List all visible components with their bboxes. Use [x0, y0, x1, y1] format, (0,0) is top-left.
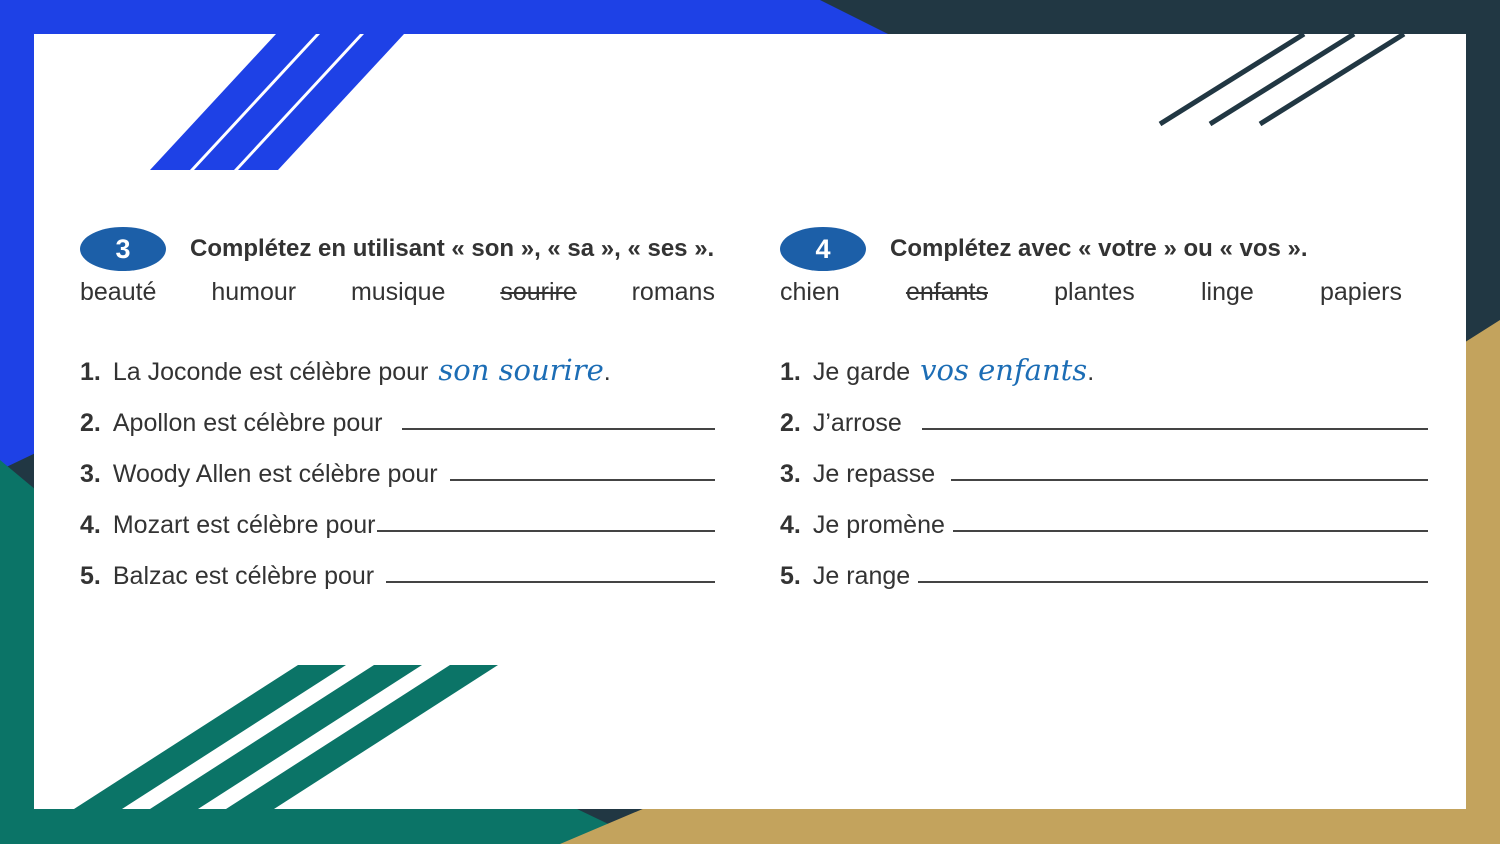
word-bank-item: chien: [780, 278, 840, 306]
item-text: Apollon est célèbre pour: [112, 409, 383, 437]
answer-blank[interactable]: [951, 477, 1428, 481]
item-text: Balzac est célèbre pour: [112, 562, 375, 590]
item-text: La Joconde est célèbre pour: [112, 358, 429, 386]
word-bank-item: musique: [350, 278, 446, 306]
exercise-item: [780, 438, 1428, 489]
item-number: 5.: [780, 562, 801, 590]
item-number: 4.: [80, 511, 101, 539]
answer-blank[interactable]: [386, 579, 715, 583]
item-text: Je garde: [812, 358, 911, 386]
item-number: 4.: [780, 511, 801, 539]
word-bank: [780, 278, 1402, 307]
answer-blank[interactable]: [402, 426, 715, 430]
exercise-item: [780, 489, 1428, 540]
item-number: 1.: [80, 358, 101, 386]
exercise-instruction: Complétez en utilisant « son », « sa », « ses ».: [190, 235, 715, 262]
exercise-number-badge: 4: [780, 227, 866, 271]
item-text: Je promène: [812, 511, 945, 539]
word-bank: [80, 278, 715, 307]
exercise-items: [780, 345, 1428, 591]
item-number: 1.: [780, 358, 801, 386]
item-text: Woody Allen est célèbre pour: [112, 460, 438, 488]
exercise-instruction: Complétez avec « votre » ou « vos ».: [890, 235, 1308, 262]
exercise-item: [80, 387, 715, 438]
word-bank-item: linge: [1200, 278, 1254, 306]
exercise-4: [780, 224, 1428, 591]
word-bank-item: romans: [631, 278, 715, 306]
word-bank-item: papiers: [1319, 278, 1402, 306]
word-bank-item-used: sourire: [500, 278, 577, 306]
item-end: .: [1087, 358, 1095, 386]
item-text: Mozart est célèbre pour: [112, 511, 376, 539]
item-number: 3.: [80, 460, 101, 488]
exercise-item: [780, 387, 1428, 438]
word-bank-item: plantes: [1054, 278, 1135, 306]
item-text: J’arrose: [812, 409, 902, 437]
exercise-number-badge: 3: [80, 227, 166, 271]
exercise-item: [80, 345, 715, 387]
exercise-item: [80, 540, 715, 591]
exercise-3-header: [80, 224, 715, 274]
answer-blank[interactable]: [918, 579, 1428, 583]
exercise-item: [80, 438, 715, 489]
answer-blank[interactable]: [922, 426, 1428, 430]
word-bank-item-used: enfants: [905, 278, 988, 306]
answer-blank[interactable]: [377, 528, 715, 532]
item-text: Je repasse: [812, 460, 936, 488]
item-number: 5.: [80, 562, 101, 590]
exercise-item: [780, 345, 1428, 387]
answer-blank[interactable]: [953, 528, 1428, 532]
exercise-3: [80, 224, 715, 591]
item-answer: vos enfants: [920, 353, 1088, 387]
exercise-4-header: [780, 224, 1428, 274]
item-text: Je range: [812, 562, 911, 590]
item-number: 2.: [780, 409, 801, 437]
item-answer: son sourire: [438, 353, 604, 387]
exercise-item: [80, 489, 715, 540]
item-number: 2.: [80, 409, 101, 437]
word-bank-item: beauté: [80, 278, 157, 306]
exercise-item: [780, 540, 1428, 591]
item-end: .: [603, 358, 611, 386]
answer-blank[interactable]: [450, 477, 715, 481]
exercise-items: [80, 345, 715, 591]
word-bank-item: humour: [211, 278, 297, 306]
item-number: 3.: [780, 460, 801, 488]
